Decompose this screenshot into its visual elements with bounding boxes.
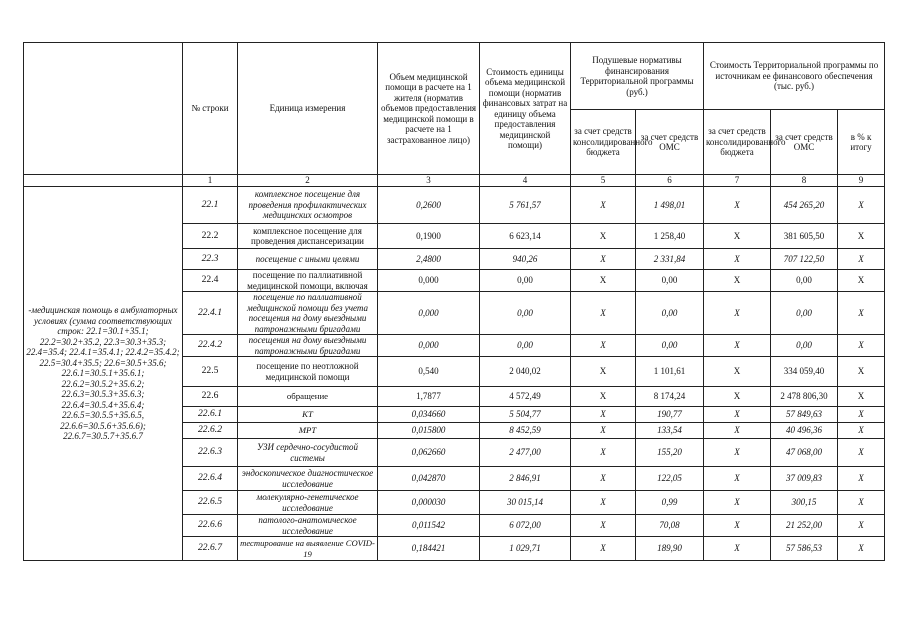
volume-cell: 0,011542 bbox=[378, 515, 480, 537]
unit-cell: тестирование на выявление COVID-19 bbox=[238, 537, 378, 561]
program-oms-cell: 707 122,50 bbox=[771, 249, 838, 270]
cost-cell: 5 761,57 bbox=[480, 187, 571, 224]
per-capita-budget-cell: Х bbox=[571, 387, 636, 407]
program-oms-cell: 47 068,00 bbox=[771, 439, 838, 467]
unit-cell: комплексное посещение для проведения диспансеризации bbox=[238, 224, 378, 249]
cost-cell: 6 623,14 bbox=[480, 224, 571, 249]
column-number-1: 1 bbox=[183, 175, 238, 187]
cost-cell: 5 504,77 bbox=[480, 407, 571, 423]
row-number: 22.6.7 bbox=[183, 537, 238, 561]
per-capita-oms-cell: 2 331,84 bbox=[636, 249, 704, 270]
header-consolidated-budget-program: за счет средств консолидированного бюджета bbox=[704, 110, 771, 175]
pct-total-cell: Х bbox=[838, 491, 885, 515]
row-number: 22.4 bbox=[183, 270, 238, 292]
cost-cell: 2 477,00 bbox=[480, 439, 571, 467]
per-capita-oms-cell: 1 101,61 bbox=[636, 357, 704, 387]
volume-cell: 1,7877 bbox=[378, 387, 480, 407]
program-budget-cell: Х bbox=[704, 387, 771, 407]
table-body bbox=[24, 43, 885, 561]
section-label: -медицинская помощь в амбулаторных условиях (сумма соответствующих строк: 22.1=30.1+35.1; 22.2=30.2+35.2, 22.3=30.3+35.3; 22.4=35.4; 22.4.1=35.4.1; 22.4.2=35.4.2; 22.5=30.4+35.5; 22.6=30.5+35.6; 22.6.1=30.5.1+35.6.1; 22.6.2=30.5.2+35.6.2; 22.6.3=30.5.3+35.6.3; 22.6.4=30.5.4+35.6.4; 22.6.5=30.5.5+35.6.5, 22.6.6=30.5.6+35.6.6); 22.6.7=30.5.7+35.6.7 bbox=[24, 187, 183, 561]
row-number: 22.5 bbox=[183, 357, 238, 387]
program-oms-cell: 0,00 bbox=[771, 335, 838, 357]
cost-cell: 2 846,91 bbox=[480, 467, 571, 491]
per-capita-oms-cell: 190,77 bbox=[636, 407, 704, 423]
per-capita-oms-cell: 0,00 bbox=[636, 270, 704, 292]
column-number-9: 9 bbox=[838, 175, 885, 187]
volume-cell: 0,184421 bbox=[378, 537, 480, 561]
row-number: 22.6.6 bbox=[183, 515, 238, 537]
volume-cell: 0,000030 bbox=[378, 491, 480, 515]
pct-total-cell: Х bbox=[838, 515, 885, 537]
unit-cell: посещение по паллиативной медицинской помощи, включая bbox=[238, 270, 378, 292]
per-capita-oms-cell: 0,00 bbox=[636, 292, 704, 335]
row-number: 22.6.4 bbox=[183, 467, 238, 491]
per-capita-budget-cell: Х bbox=[571, 357, 636, 387]
header-blank-cell bbox=[24, 43, 183, 175]
per-capita-oms-cell: 133,54 bbox=[636, 423, 704, 439]
unit-cell: обращение bbox=[238, 387, 378, 407]
program-oms-cell: 334 059,40 bbox=[771, 357, 838, 387]
cost-cell: 0,00 bbox=[480, 292, 571, 335]
program-oms-cell: 40 496,36 bbox=[771, 423, 838, 439]
volume-cell: 0,042870 bbox=[378, 467, 480, 491]
header-consolidated-budget-per-capita: за счет средств консолидированного бюджета bbox=[571, 110, 636, 175]
program-oms-cell: 300,15 bbox=[771, 491, 838, 515]
pct-total-cell: Х bbox=[838, 423, 885, 439]
row-number: 22.1 bbox=[183, 187, 238, 224]
volume-cell: 0,540 bbox=[378, 357, 480, 387]
header-per-capita: Подушевые нормативы финансирования Территориальной программы (руб.) bbox=[571, 43, 704, 110]
volume-cell: 0,000 bbox=[378, 292, 480, 335]
program-oms-cell: 0,00 bbox=[771, 270, 838, 292]
program-budget-cell: Х bbox=[704, 357, 771, 387]
unit-cell: посещение с иными целями bbox=[238, 249, 378, 270]
header-unit: Единица измерения bbox=[238, 43, 378, 175]
column-number-3: 3 bbox=[378, 175, 480, 187]
column-number-4: 4 bbox=[480, 175, 571, 187]
per-capita-budget-cell: Х bbox=[571, 439, 636, 467]
header-oms-program: за счет средств ОМС bbox=[771, 110, 838, 175]
per-capita-budget-cell: Х bbox=[571, 187, 636, 224]
program-budget-cell: Х bbox=[704, 467, 771, 491]
row-number: 22.4.1 bbox=[183, 292, 238, 335]
row-number: 22.3 bbox=[183, 249, 238, 270]
header-program-cost: Стоимость Территориальной программы по источникам ее финансового обеспечения (тыс. руб.) bbox=[704, 43, 885, 110]
program-oms-cell: 2 478 806,30 bbox=[771, 387, 838, 407]
row-number: 22.4.2 bbox=[183, 335, 238, 357]
unit-cell: посещение по неотложной медицинской помощи bbox=[238, 357, 378, 387]
column-number-6: 6 bbox=[636, 175, 704, 187]
volume-cell: 0,1900 bbox=[378, 224, 480, 249]
pct-total-cell: Х bbox=[838, 292, 885, 335]
program-oms-cell: 381 605,50 bbox=[771, 224, 838, 249]
pct-total-cell: Х bbox=[838, 537, 885, 561]
cost-cell: 8 452,59 bbox=[480, 423, 571, 439]
per-capita-oms-cell: 155,20 bbox=[636, 439, 704, 467]
per-capita-oms-cell: 1 258,40 bbox=[636, 224, 704, 249]
volume-cell: 0,2600 bbox=[378, 187, 480, 224]
header-cost: Стоимость единицы объема медицинской помощи (норматив финансовых затрат на единицу объема предоставления медицинской помощи) bbox=[480, 43, 571, 175]
cost-cell: 2 040,02 bbox=[480, 357, 571, 387]
program-budget-cell: Х bbox=[704, 224, 771, 249]
program-budget-cell: Х bbox=[704, 537, 771, 561]
pct-total-cell: Х bbox=[838, 407, 885, 423]
column-number-7: 7 bbox=[704, 175, 771, 187]
volume-cell: 0,062660 bbox=[378, 439, 480, 467]
row-number: 22.6.3 bbox=[183, 439, 238, 467]
unit-cell: молекулярно-генетическое исследование bbox=[238, 491, 378, 515]
program-budget-cell: Х bbox=[704, 187, 771, 224]
per-capita-oms-cell: 70,08 bbox=[636, 515, 704, 537]
volume-cell: 2,4800 bbox=[378, 249, 480, 270]
row-number: 22.6 bbox=[183, 387, 238, 407]
pct-total-cell: Х bbox=[838, 439, 885, 467]
volume-cell: 0,015800 bbox=[378, 423, 480, 439]
row-number: 22.2 bbox=[183, 224, 238, 249]
program-oms-cell: 21 252,00 bbox=[771, 515, 838, 537]
volume-cell: 0,000 bbox=[378, 335, 480, 357]
pct-total-cell: Х bbox=[838, 249, 885, 270]
program-oms-cell: 37 009,83 bbox=[771, 467, 838, 491]
cost-cell: 1 029,71 bbox=[480, 537, 571, 561]
program-oms-cell: 57 849,63 bbox=[771, 407, 838, 423]
program-budget-cell: Х bbox=[704, 515, 771, 537]
per-capita-oms-cell: 122,05 bbox=[636, 467, 704, 491]
pct-total-cell: Х bbox=[838, 270, 885, 292]
per-capita-oms-cell: 1 498,01 bbox=[636, 187, 704, 224]
program-budget-cell: Х bbox=[704, 407, 771, 423]
unit-cell: КТ bbox=[238, 407, 378, 423]
per-capita-budget-cell: Х bbox=[571, 491, 636, 515]
per-capita-budget-cell: Х bbox=[571, 537, 636, 561]
cost-cell: 6 072,00 bbox=[480, 515, 571, 537]
header-row-number: № строки bbox=[183, 43, 238, 175]
column-number-5: 5 bbox=[571, 175, 636, 187]
cost-cell: 30 015,14 bbox=[480, 491, 571, 515]
pct-total-cell: Х bbox=[838, 467, 885, 491]
per-capita-budget-cell: Х bbox=[571, 335, 636, 357]
program-budget-cell: Х bbox=[704, 439, 771, 467]
unit-cell: МРТ bbox=[238, 423, 378, 439]
per-capita-budget-cell: Х bbox=[571, 423, 636, 439]
column-number-blank bbox=[24, 175, 183, 187]
column-number-2: 2 bbox=[238, 175, 378, 187]
table-row bbox=[24, 187, 885, 224]
header-volume: Объем медицинской помощи в расчете на 1 жителя (норматив объемов предоставления медицинской помощи в расчете на 1 застрахованное лицо) bbox=[378, 43, 480, 175]
unit-cell: посещения на дому выездными патронажными бригадами bbox=[238, 335, 378, 357]
program-budget-cell: Х bbox=[704, 292, 771, 335]
per-capita-oms-cell: 8 174,24 bbox=[636, 387, 704, 407]
program-cost-table bbox=[23, 42, 885, 561]
pct-total-cell: Х bbox=[838, 357, 885, 387]
header-oms-per-capita: за счет средств ОМС bbox=[636, 110, 704, 175]
per-capita-budget-cell: Х bbox=[571, 467, 636, 491]
program-oms-cell: 0,00 bbox=[771, 292, 838, 335]
unit-cell: комплексное посещение для проведения профилактических медицинских осмотров bbox=[238, 187, 378, 224]
header-pct-total: в % к итогу bbox=[838, 110, 885, 175]
row-number: 22.6.5 bbox=[183, 491, 238, 515]
volume-cell: 0,034660 bbox=[378, 407, 480, 423]
pct-total-cell: Х bbox=[838, 335, 885, 357]
cost-cell: 0,00 bbox=[480, 335, 571, 357]
row-number: 22.6.2 bbox=[183, 423, 238, 439]
column-number-8: 8 bbox=[771, 175, 838, 187]
per-capita-budget-cell: Х bbox=[571, 224, 636, 249]
per-capita-oms-cell: 0,99 bbox=[636, 491, 704, 515]
program-budget-cell: Х bbox=[704, 335, 771, 357]
program-budget-cell: Х bbox=[704, 491, 771, 515]
unit-cell: эндоскопическое диагностическое исследование bbox=[238, 467, 378, 491]
pct-total-cell: Х bbox=[838, 387, 885, 407]
unit-cell: УЗИ сердечно-сосудистой системы bbox=[238, 439, 378, 467]
unit-cell: посещение по паллиативной медицинской помощи без учета посещения на дому выездными патронажными бригадами bbox=[238, 292, 378, 335]
per-capita-budget-cell: Х bbox=[571, 270, 636, 292]
program-oms-cell: 454 265,20 bbox=[771, 187, 838, 224]
column-number-row bbox=[24, 175, 885, 187]
program-oms-cell: 57 586,53 bbox=[771, 537, 838, 561]
per-capita-oms-cell: 0,00 bbox=[636, 335, 704, 357]
per-capita-oms-cell: 189,90 bbox=[636, 537, 704, 561]
program-budget-cell: Х bbox=[704, 270, 771, 292]
per-capita-budget-cell: Х bbox=[571, 515, 636, 537]
per-capita-budget-cell: Х bbox=[571, 407, 636, 423]
cost-cell: 0,00 bbox=[480, 270, 571, 292]
per-capita-budget-cell: Х bbox=[571, 292, 636, 335]
program-budget-cell: Х bbox=[704, 249, 771, 270]
program-budget-cell: Х bbox=[704, 423, 771, 439]
unit-cell: патолого-анатомическое исследование bbox=[238, 515, 378, 537]
per-capita-budget-cell: Х bbox=[571, 249, 636, 270]
pct-total-cell: Х bbox=[838, 224, 885, 249]
row-number: 22.6.1 bbox=[183, 407, 238, 423]
pct-total-cell: Х bbox=[838, 187, 885, 224]
cost-cell: 940,26 bbox=[480, 249, 571, 270]
volume-cell: 0,000 bbox=[378, 270, 480, 292]
cost-cell: 4 572,49 bbox=[480, 387, 571, 407]
